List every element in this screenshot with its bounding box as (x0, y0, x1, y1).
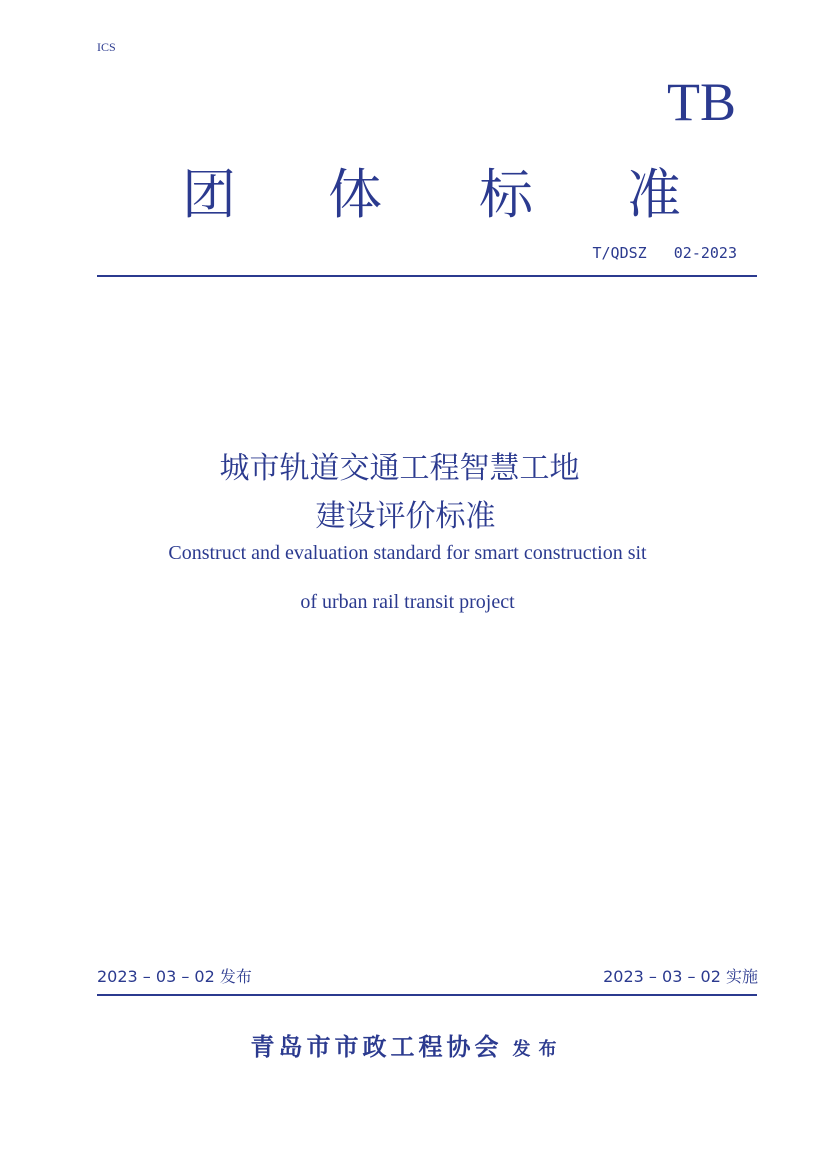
standard-category (97, 160, 757, 230)
implement-date: 2023 – 03 – 02 实施 (603, 967, 758, 986)
series-mark: TB (666, 72, 736, 132)
ics-label: ICS (97, 40, 116, 54)
category-char: 体 (328, 163, 382, 226)
publisher-action: 发布 (512, 1039, 565, 1060)
issue-date: 2023 – 03 – 02 发布 (97, 967, 252, 986)
category-char: 团 (182, 163, 236, 226)
title-en-line2: of urban rail transit project (300, 591, 515, 613)
title-en-line1: Construct and evaluation standard for smart construction sit (168, 542, 647, 564)
category-char: 准 (627, 163, 681, 226)
standard-code: T/QDSZ 02-2023 (592, 244, 737, 262)
title-cn-line2: 建设评价标准 (315, 499, 496, 534)
title-cn-line1: 城市轨道交通工程智慧工地 (219, 451, 580, 486)
publisher-line (0, 1027, 815, 1062)
bottom-divider (97, 994, 757, 996)
top-divider (97, 275, 757, 277)
publisher-org: 青岛市市政工程协会 (250, 1033, 503, 1061)
category-char: 标 (479, 163, 533, 226)
